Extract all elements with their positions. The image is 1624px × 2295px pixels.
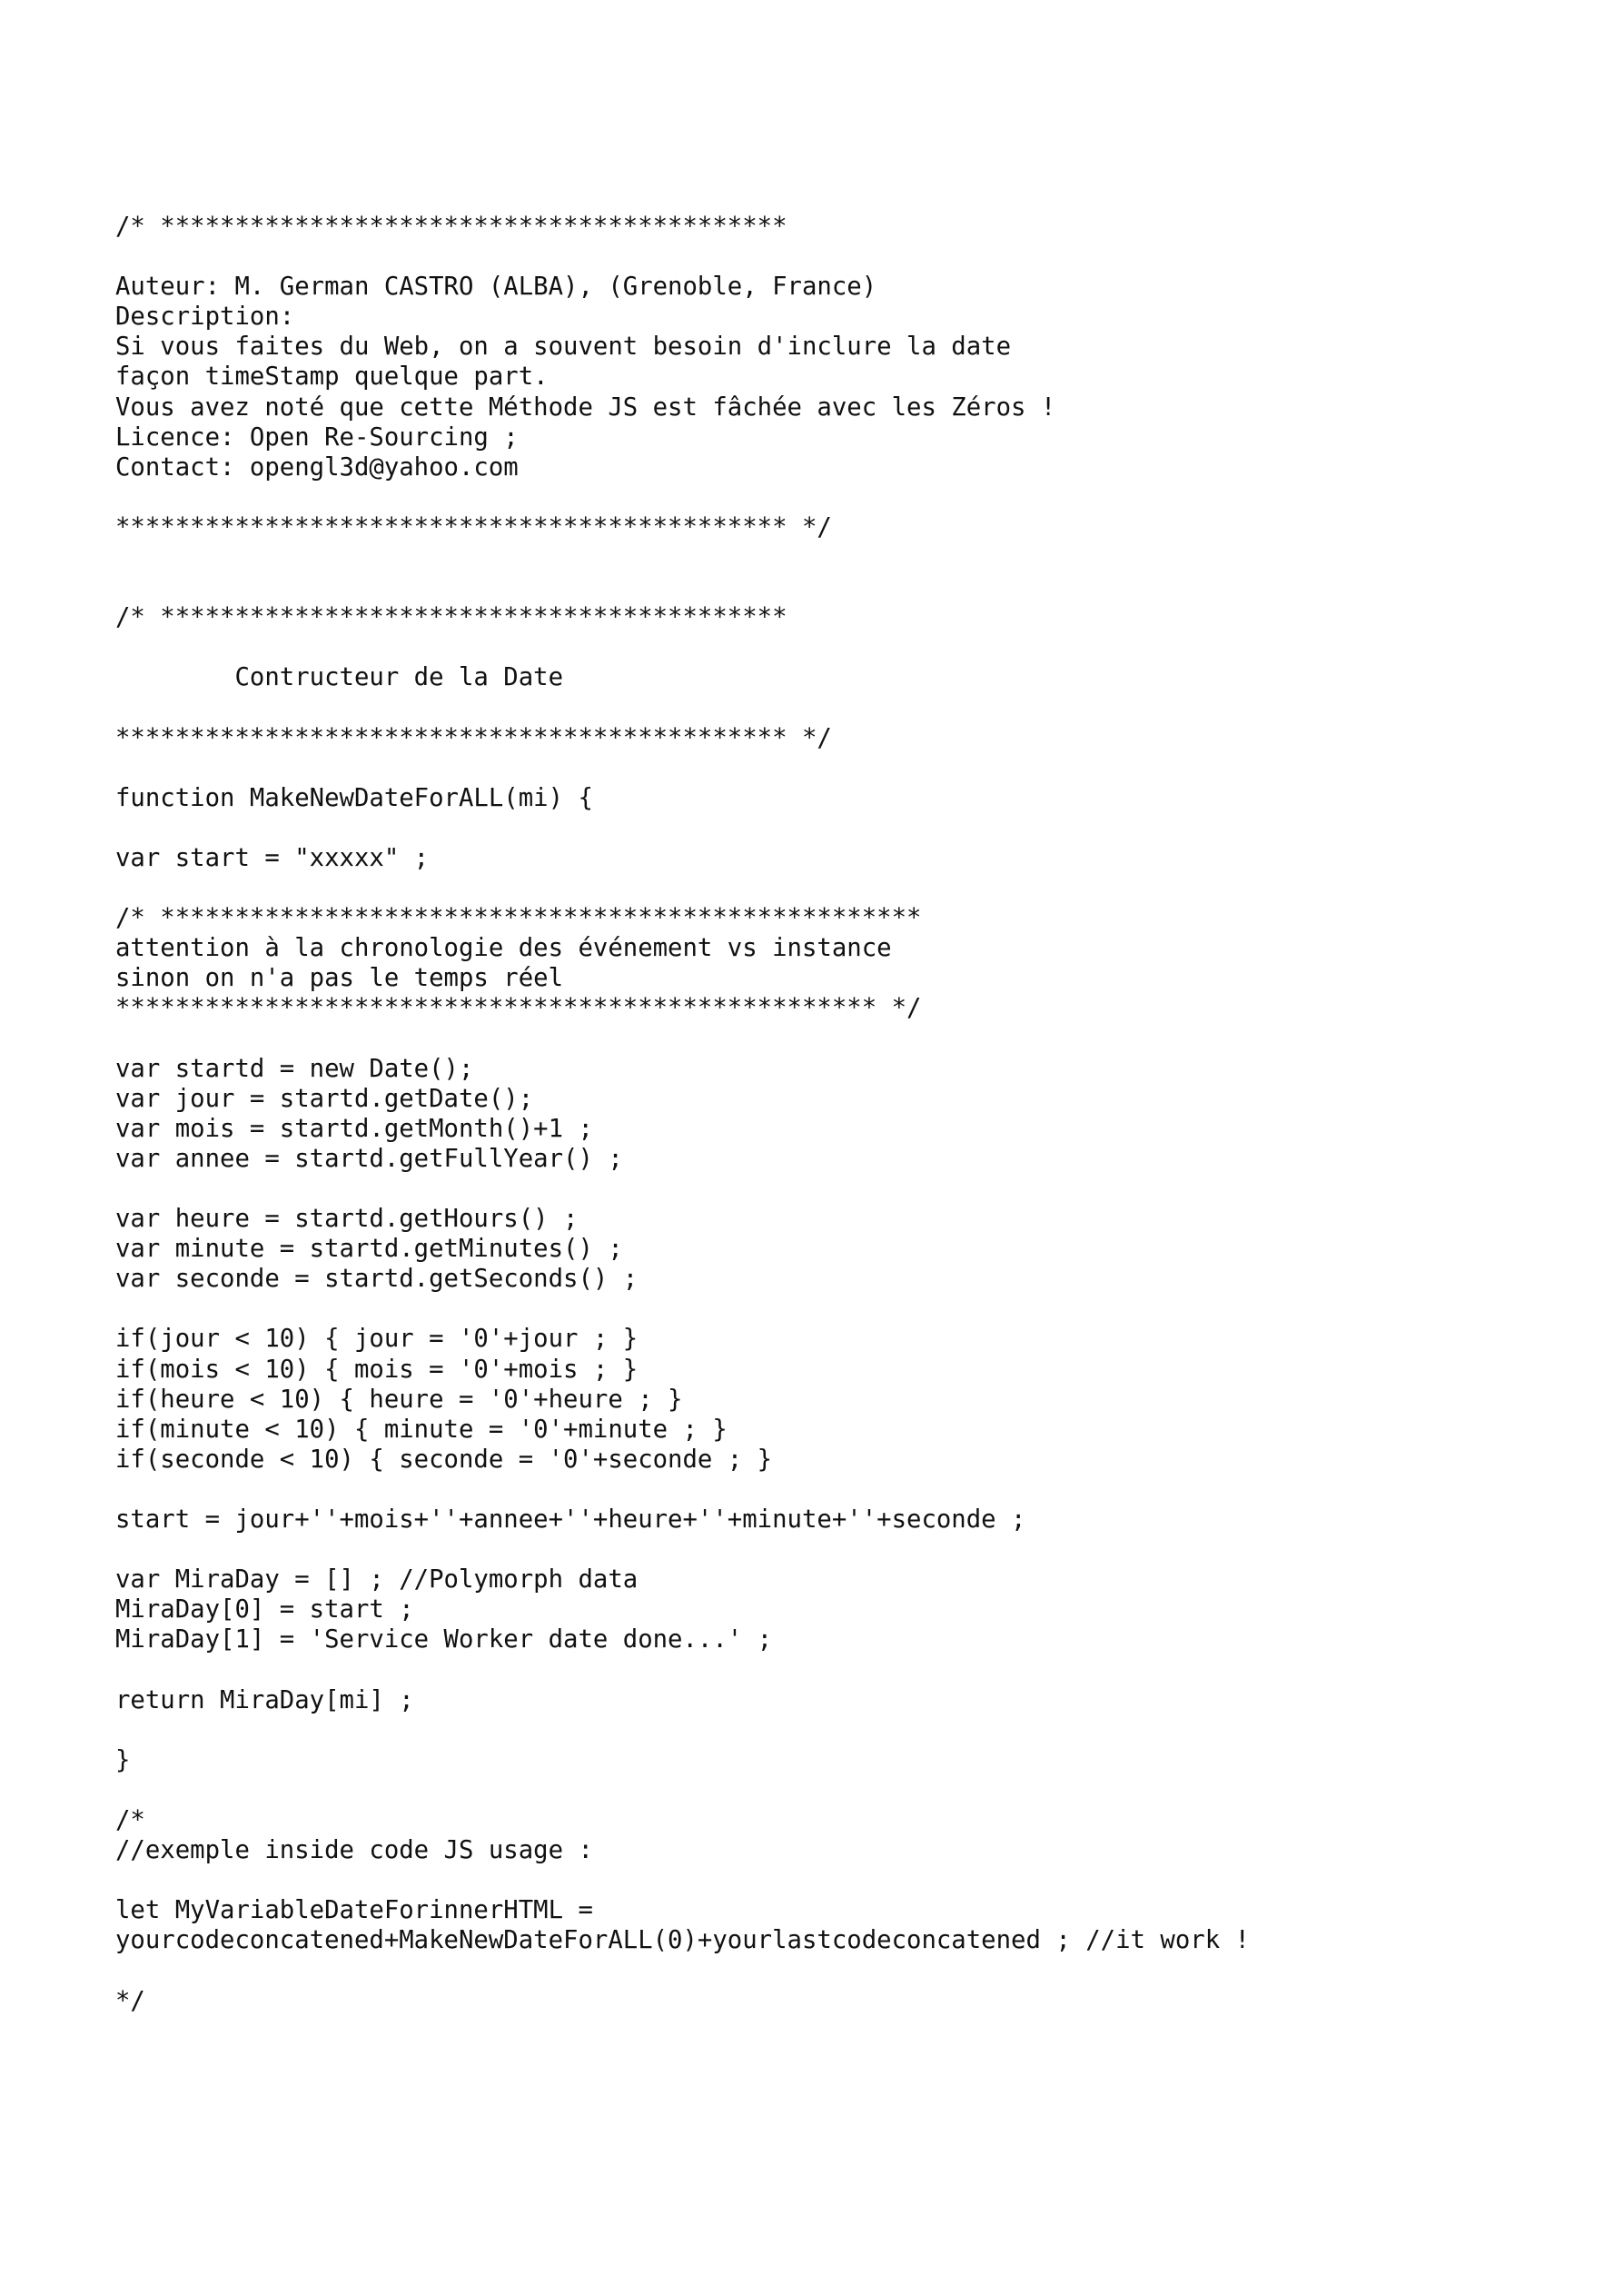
code-line — [115, 813, 1250, 843]
code-line: Vous avez noté que cette Méthode JS est fâchée avec les Zéros ! — [115, 392, 1056, 422]
code-line: attention à la chronologie des événement vs instance — [115, 934, 892, 963]
code-line: var annee = startd.getFullYear() ; — [115, 1144, 623, 1173]
code-line — [115, 482, 1250, 512]
code-line: return MiraDay[mi] ; — [115, 1685, 414, 1714]
code-line: */ — [115, 1986, 145, 2015]
code-line: Auteur: M. German CASTRO (ALBA), (Grenoble, France) — [115, 273, 877, 302]
code-line: Si vous faites du Web, on a souvent besoin d'inclure la date — [115, 333, 1012, 362]
code-line: let MyVariableDateForinnerHTML = — [115, 1896, 593, 1925]
code-line: if(jour < 10) { jour = '0'+jour ; } — [115, 1325, 639, 1354]
code-line: Description: — [115, 303, 295, 332]
code-line: var mois = startd.getMonth()+1 ; — [115, 1114, 593, 1143]
code-line: if(seconde < 10) { seconde = '0'+seconde ; } — [115, 1445, 773, 1474]
code-line: //exemple inside code JS usage : — [115, 1836, 593, 1865]
code-line — [115, 873, 1250, 903]
code-line: MiraDay[1] = 'Service Worker date done...' ; — [115, 1625, 773, 1654]
code-line — [115, 632, 1250, 662]
code-line: yourcodeconcatened+MakeNewDateForALL(0)+yourlastcodeconcatened ; //it work ! — [115, 1926, 1250, 1955]
code-line — [115, 1174, 1250, 1204]
code-line: /* — [115, 1805, 145, 1834]
code-line — [115, 1535, 1250, 1565]
code-line — [115, 1655, 1250, 1685]
code-line — [115, 1775, 1250, 1805]
code-line: if(heure < 10) { heure = '0'+heure ; } — [115, 1385, 683, 1414]
code-line: *************************************************** */ — [115, 994, 922, 1023]
code-line — [115, 1865, 1250, 1895]
code-line — [115, 1715, 1250, 1745]
code-line — [115, 1955, 1250, 1985]
code-line — [115, 242, 1250, 272]
code-line: var heure = startd.getHours() ; — [115, 1205, 579, 1234]
code-line: var MiraDay = [] ; //Polymorph data — [115, 1565, 639, 1595]
code-block — [115, 212, 1250, 2016]
code-line — [115, 572, 1250, 602]
code-line: ********************************************* */ — [115, 512, 832, 541]
code-line: /* ****************************************** — [115, 603, 787, 632]
code-line: façon timeStamp quelque part. — [115, 363, 549, 392]
code-line: MiraDay[0] = start ; — [115, 1595, 414, 1624]
code-line: if(minute < 10) { minute = '0'+minute ; } — [115, 1415, 728, 1444]
code-line: var startd = new Date(); — [115, 1054, 474, 1083]
code-line: var jour = startd.getDate(); — [115, 1084, 534, 1113]
code-line: if(mois < 10) { mois = '0'+mois ; } — [115, 1355, 639, 1384]
code-line — [115, 1475, 1250, 1505]
code-line — [115, 693, 1250, 723]
code-line: sinon on n'a pas le temps réel — [115, 964, 564, 993]
code-line: var start = "xxxxx" ; — [115, 843, 430, 872]
code-line — [115, 753, 1250, 783]
code-line: var seconde = startd.getSeconds() ; — [115, 1265, 639, 1294]
code-line: ********************************************* */ — [115, 723, 832, 752]
code-line: } — [115, 1745, 131, 1774]
code-line: Licence: Open Re-Sourcing ; — [115, 422, 519, 452]
code-line: start = jour+''+mois+''+annee+''+heure+''+minute+''+seconde ; — [115, 1505, 1026, 1535]
code-line — [115, 1294, 1250, 1324]
code-line: /* *************************************************** — [115, 904, 922, 933]
code-line — [115, 1024, 1250, 1054]
code-line: Contructeur de la Date — [115, 663, 564, 692]
code-line: /* ****************************************** — [115, 213, 787, 241]
code-line: Contact: opengl3d@yahoo.com — [115, 452, 519, 482]
code-line: function MakeNewDateForALL(mi) { — [115, 783, 593, 812]
code-line — [115, 542, 1250, 572]
code-line: var minute = startd.getMinutes() ; — [115, 1235, 623, 1264]
